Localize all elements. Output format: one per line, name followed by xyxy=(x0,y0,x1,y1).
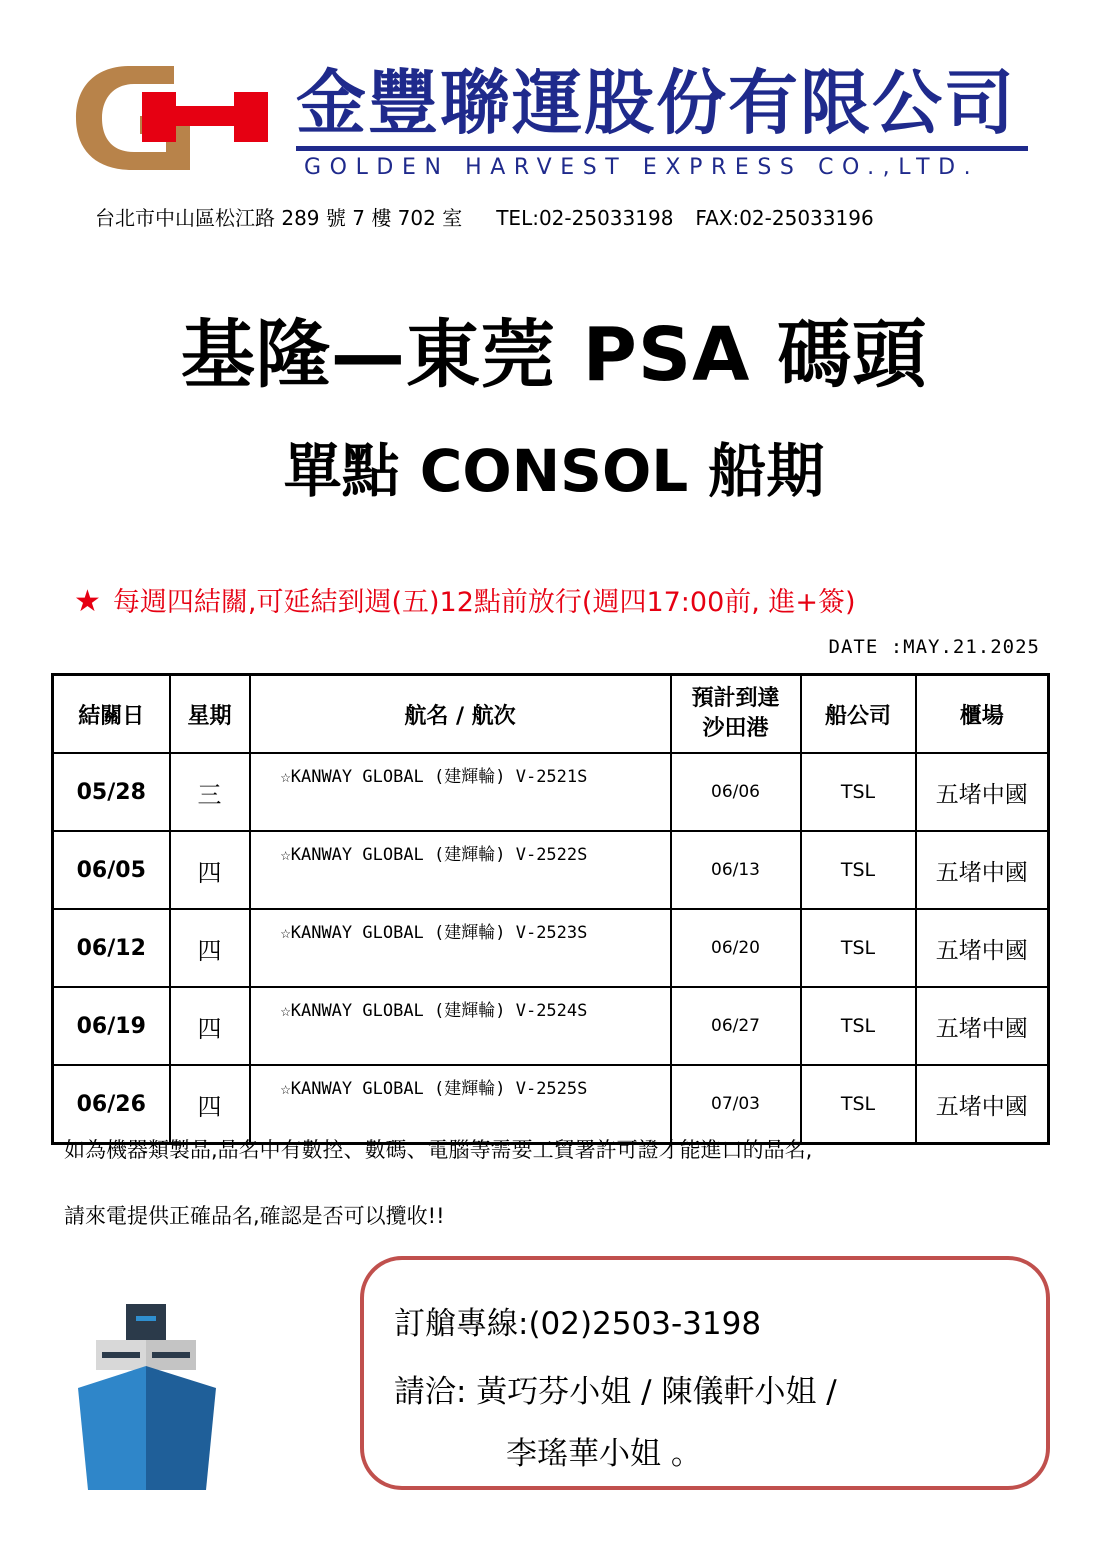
cell-yard: 五堵中國 xyxy=(916,753,1049,831)
cell-eta: 07/03 xyxy=(671,1065,801,1144)
cell-cutoff: 06/05 xyxy=(53,831,170,909)
cell-weekday: 四 xyxy=(170,831,250,909)
cell-weekday: 四 xyxy=(170,987,250,1065)
cell-cutoff: 06/12 xyxy=(53,909,170,987)
cell-yard: 五堵中國 xyxy=(916,1065,1049,1144)
cell-carrier: TSL xyxy=(801,909,916,987)
cell-yard: 五堵中國 xyxy=(916,909,1049,987)
ship-icon xyxy=(70,1304,222,1490)
header-carrier: 船公司 xyxy=(801,675,916,754)
header-eta-line1: 預計到達 xyxy=(691,686,780,711)
header-cutoff: 結關日 xyxy=(53,675,170,754)
cutoff-notice-text: 每週四結關,可延結到週(五)12點前放行(週四17:00前, 進+簽) xyxy=(112,587,856,618)
cell-vessel: ☆KANWAY GLOBAL (建輝輪) V-2524S xyxy=(250,987,671,1065)
table-row xyxy=(53,987,1049,1065)
cell-weekday: 三 xyxy=(170,753,250,831)
company-fax: FAX:02-25033196 xyxy=(695,206,874,230)
cutoff-notice xyxy=(74,580,1074,619)
table-header-row xyxy=(53,675,1049,754)
booking-hotline: 訂艙專線:(02)2503-3198 xyxy=(394,1306,762,1342)
table-row xyxy=(53,909,1049,987)
cell-cutoff: 06/26 xyxy=(53,1065,170,1144)
cell-weekday: 四 xyxy=(170,909,250,987)
cell-carrier: TSL xyxy=(801,1065,916,1144)
table-row xyxy=(53,831,1049,909)
company-name-cn: 金豐聯運股份有限公司 xyxy=(296,62,1016,144)
header-vessel: 航名 / 航次 xyxy=(250,675,671,754)
cell-carrier: TSL xyxy=(801,987,916,1065)
header-eta xyxy=(671,675,801,754)
company-tel: TEL:02-25033198 xyxy=(496,206,674,230)
cell-carrier: TSL xyxy=(801,753,916,831)
contact-box xyxy=(360,1256,1050,1490)
company-address: 台北市中山區松江路 289 號 7 樓 702 室 xyxy=(95,206,463,230)
cell-vessel: ☆KANWAY GLOBAL (建輝輪) V-2525S xyxy=(250,1065,671,1144)
table-row xyxy=(53,1065,1049,1144)
cell-vessel: ☆KANWAY GLOBAL (建輝輪) V-2521S xyxy=(250,753,671,831)
contact-persons: 請洽: 黃巧芬小姐 / 陳儀軒小姐 / xyxy=(394,1374,837,1410)
cell-eta: 06/27 xyxy=(671,987,801,1065)
gh-logo-icon xyxy=(72,62,277,174)
cell-weekday: 四 xyxy=(170,1065,250,1144)
cell-vessel: ☆KANWAY GLOBAL (建輝輪) V-2523S xyxy=(250,909,671,987)
table-row xyxy=(53,753,1049,831)
header-eta-line2: 沙田港 xyxy=(702,716,769,741)
cell-vessel: ☆KANWAY GLOBAL (建輝輪) V-2522S xyxy=(250,831,671,909)
company-contact-line xyxy=(95,202,1015,231)
header-weekday: 星期 xyxy=(170,675,250,754)
cell-cutoff: 06/19 xyxy=(53,987,170,1065)
company-divider xyxy=(296,146,1028,151)
star-icon: ★ xyxy=(74,584,101,619)
product-note-line1: 如為機器類製品,品名中有數控、數碼、電腦等需要工貿署許可證才能進口的品名, xyxy=(64,1138,813,1162)
product-note-line2: 請來電提供正確品名,確認是否可以攬收!! xyxy=(64,1204,445,1228)
page-title: 基隆—東莞 PSA 碼頭 xyxy=(180,312,928,398)
cell-eta: 06/13 xyxy=(671,831,801,909)
cell-carrier: TSL xyxy=(801,831,916,909)
company-name-en: GOLDEN HARVEST EXPRESS CO.,LTD. xyxy=(304,155,980,180)
cell-cutoff: 05/28 xyxy=(53,753,170,831)
contact-persons-cont: 李瑤華小姐 。 xyxy=(506,1436,702,1472)
cell-yard: 五堵中國 xyxy=(916,831,1049,909)
header-yard: 櫃場 xyxy=(916,675,1049,754)
cell-eta: 06/20 xyxy=(671,909,801,987)
page-subtitle: 單點 CONSOL 船期 xyxy=(283,437,825,505)
schedule-table xyxy=(51,673,1050,1145)
cell-eta: 06/06 xyxy=(671,753,801,831)
issue-date: DATE :MAY.21.2025 xyxy=(828,636,1040,658)
cell-yard: 五堵中國 xyxy=(916,987,1049,1065)
